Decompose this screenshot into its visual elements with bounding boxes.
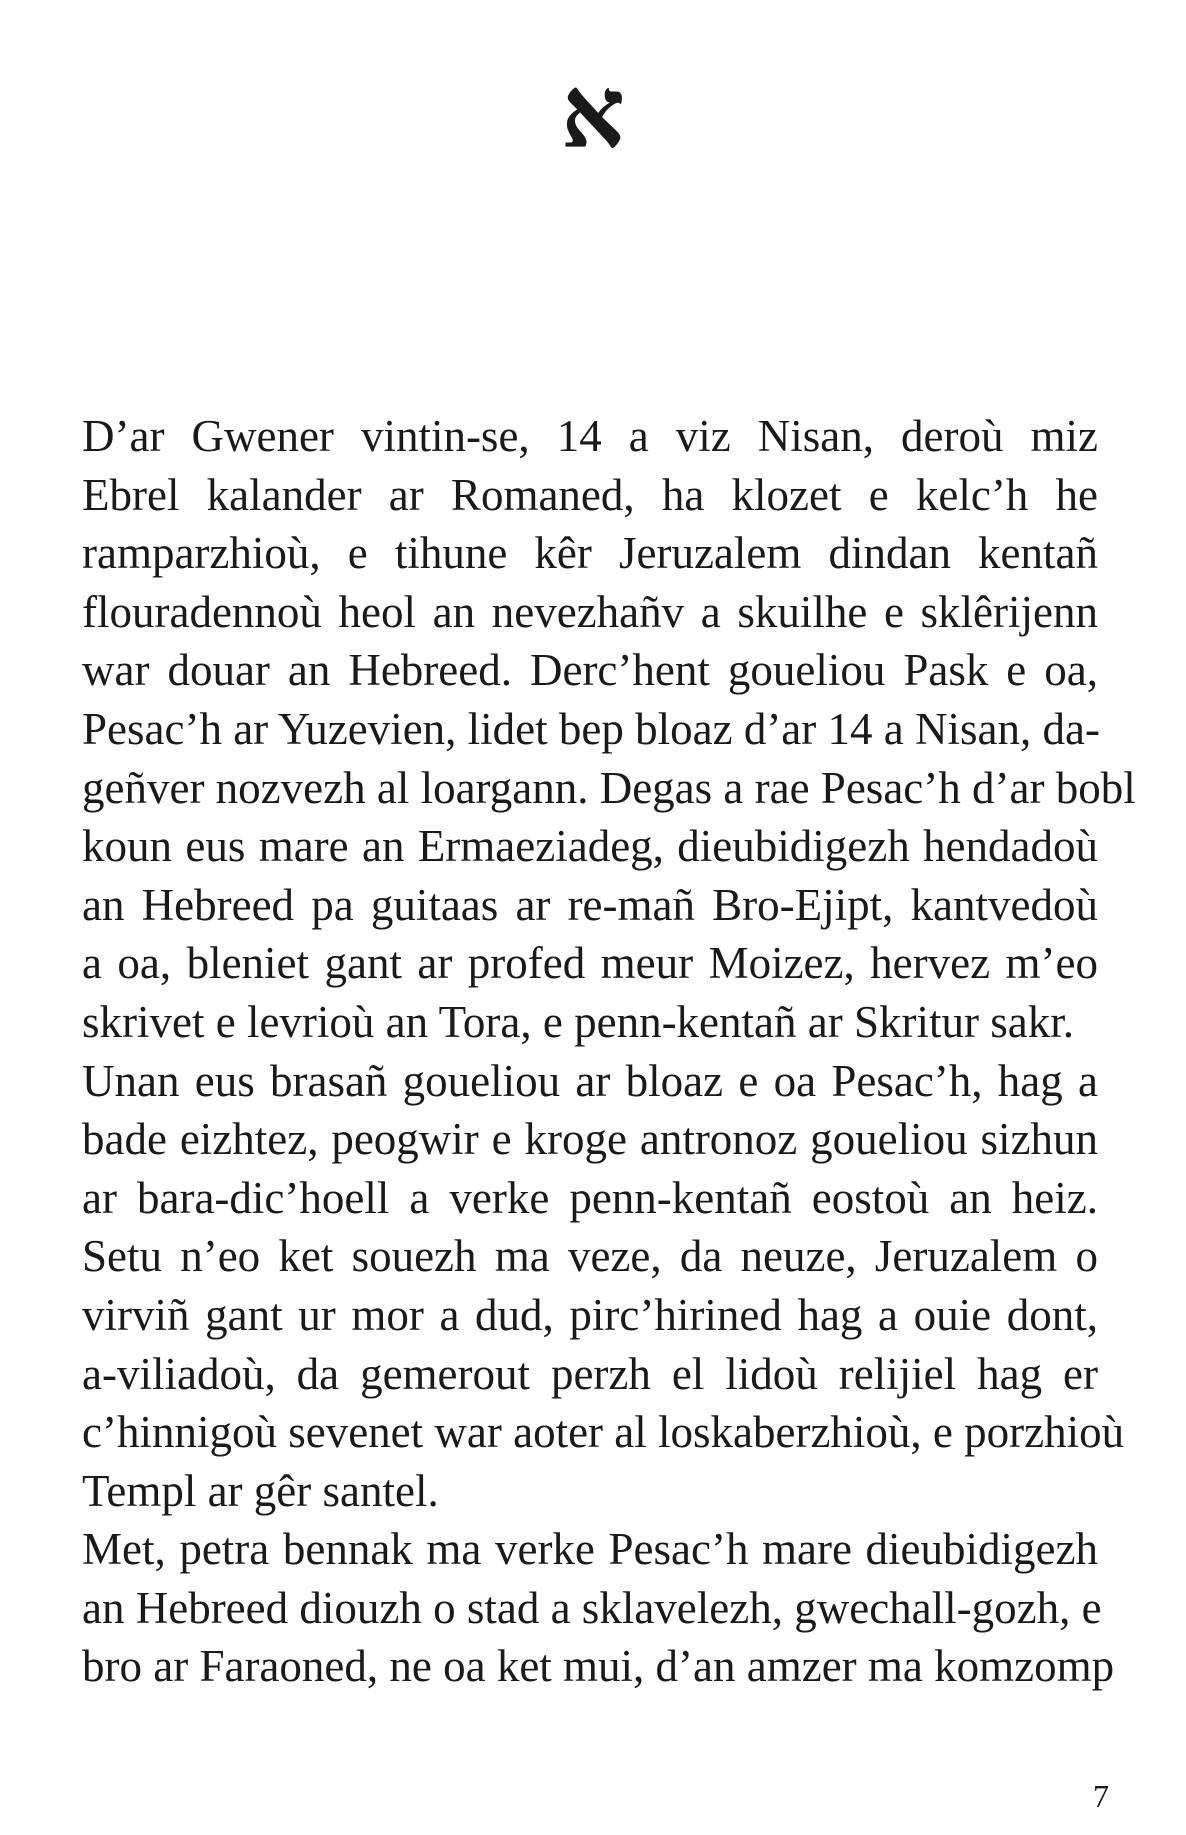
text-line: Templ ar gêr santel. [82,1465,439,1516]
text-line: virviñ gant ur mor a dud, pirc’hirined hag a ouie dont, [82,1289,1098,1340]
paragraph-2 [22,1052,1125,1521]
text-line: bade eizhtez, peogwir e kroge antronoz goueliou sizhun [82,1114,1098,1165]
text-line: skrivet e levrioù an Tora, e penn-kentañ ar Skritur sakr. [82,996,1074,1047]
text-line: Unan eus brasañ goueliou ar bloaz e oa Pesac’h, hag a [82,1055,1098,1106]
text-line: D’ar Gwener vintin-se, 14 a viz Nisan, deroù miz [82,411,1098,461]
text-line: Pesac’h ar Yuzevien, lidet bep bloaz d’ar 14 a Nisan, da- [82,703,1100,754]
page-number: 7 [1093,1778,1109,1814]
text-line: an Hebreed pa guitaas ar re-mañ Bro-Ejipt, kantvedoù [82,879,1098,930]
text-line: koun eus mare an Ermaeziadeg, dieubidigezh hendadoù [82,821,1098,872]
text-line: geñver nozvezh al loargann. Degas a rae Pesac’h d’ar bobl [82,762,1136,813]
paragraph-3 [22,1520,1115,1696]
text-line: ar bara-dic’hoell a verke penn-kentañ eostoù an heiz. [82,1172,1098,1223]
chapter-mark: א [560,53,626,171]
text-line: ramparzhioù, e tihune kêr Jeruzalem dindan kentañ [82,528,1098,579]
text-line: a-viliadoù, da gemerout perzh el lidoù relijiel hag er [82,1348,1098,1399]
text-line: Ebrel kalander ar Romaned, ha klozet e kelc’h he [82,469,1098,520]
text-line: c’hinnigoù sevenet war aoter al loskaberzhioù, e porzhioù [82,1407,1125,1458]
text-line: Met, petra bennak ma verke Pesac’h mare dieubidigezh [82,1524,1098,1575]
text-line: a oa, bleniet gant ar profed meur Moizez, hervez m’eo [82,938,1098,989]
text-line: an Hebreed diouzh o stad a sklavelezh, gwechall-gozh, e [82,1582,1102,1633]
text-line: flouradennoù heol an nevezhañv a skuilhe e sklêrijenn [82,586,1098,637]
text-line: Setu n’eo ket souezh ma veze, da neuze, Jeruzalem o [82,1231,1098,1282]
body-text [22,407,1136,1696]
text-line: war douar an Hebreed. Derc’hent goueliou Pask e oa, [82,645,1098,696]
paragraph-1 [22,407,1136,1052]
text-line: bro ar Faraoned, ne oa ket mui, d’an amzer ma komzomp [82,1641,1115,1692]
